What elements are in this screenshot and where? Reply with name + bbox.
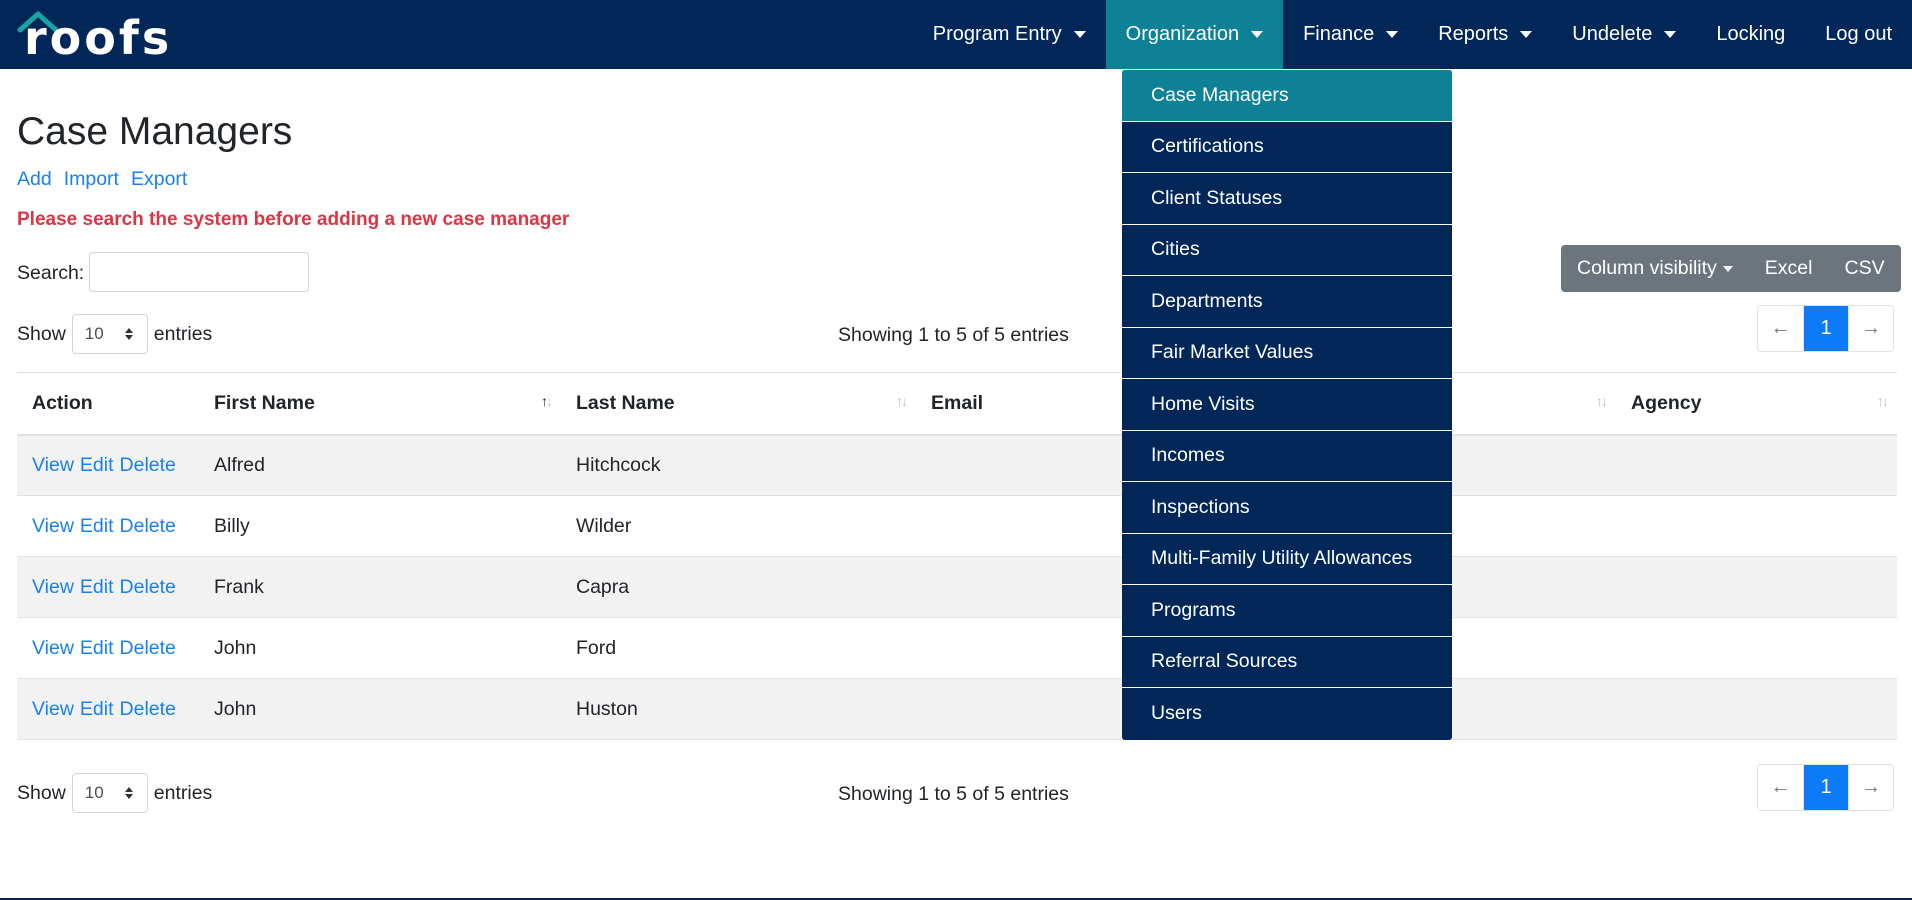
nav-organization[interactable]: Organization (1106, 0, 1283, 69)
length-control-top: Show 10 entries (17, 314, 212, 354)
select-arrows-icon (125, 328, 133, 340)
search-label: Search: (17, 262, 85, 284)
nav-undelete[interactable]: Undelete (1552, 0, 1696, 69)
sort-asc-icon: ↑↓ (541, 393, 551, 409)
nav-program-entry[interactable]: Program Entry (913, 0, 1106, 69)
menu-item-certifications[interactable]: Certifications (1122, 122, 1452, 174)
last-name-cell: Ford (561, 618, 916, 679)
view-link[interactable]: View (32, 453, 74, 476)
caret-down-icon (1723, 266, 1733, 272)
nav-log-out[interactable]: Log out (1825, 23, 1892, 45)
caret-down-icon (1664, 31, 1676, 38)
column-visibility-button[interactable]: Column visibility (1561, 245, 1749, 292)
edit-link[interactable]: Edit (79, 453, 114, 476)
header-last-name[interactable]: Last Name ↑↓ (561, 373, 916, 435)
menu-item-incomes[interactable]: Incomes (1122, 431, 1452, 483)
entries-select[interactable]: 10 (72, 314, 148, 354)
sort-icon: ↑↓ (1596, 393, 1606, 409)
navbar (0, 0, 1912, 69)
menu-item-cities[interactable]: Cities (1122, 225, 1452, 277)
last-name-cell: Hitchcock (561, 435, 916, 496)
table-row (17, 679, 1897, 740)
menu-item-departments[interactable]: Departments (1122, 276, 1452, 328)
edit-link[interactable]: Edit (79, 636, 114, 659)
nav-locking[interactable]: Locking (1716, 23, 1786, 45)
prev-page-button[interactable]: ← (1758, 765, 1803, 810)
caret-down-icon (1386, 31, 1398, 38)
case-managers-table (17, 372, 1897, 740)
delete-link[interactable]: Delete (119, 697, 176, 720)
view-link[interactable]: View (32, 575, 74, 598)
caret-down-icon (1074, 31, 1086, 38)
first-name-cell: Alfred (199, 435, 561, 496)
search-input[interactable] (89, 252, 309, 292)
table-info-top: Showing 1 to 5 of 5 entries (838, 324, 1069, 346)
edit-link[interactable]: Edit (79, 575, 114, 598)
first-name-cell: John (199, 679, 561, 740)
table-row (17, 496, 1897, 557)
caret-down-icon (1520, 31, 1532, 38)
select-arrows-icon (125, 787, 133, 799)
next-page-button[interactable]: → (1848, 765, 1893, 810)
page-actions (17, 168, 187, 191)
add-link[interactable]: Add (17, 168, 52, 190)
table-row (17, 435, 1897, 496)
agency-cell (1616, 618, 1897, 679)
next-page-button[interactable]: → (1848, 306, 1893, 351)
menu-item-programs[interactable]: Programs (1122, 585, 1452, 637)
page-1-button[interactable]: 1 (1803, 306, 1848, 351)
page-title: Case Managers (17, 110, 293, 153)
table-info-bottom: Showing 1 to 5 of 5 entries (838, 783, 1069, 805)
excel-button[interactable]: Excel (1764, 257, 1813, 279)
nav-finance[interactable]: Finance (1283, 0, 1418, 69)
menu-item-inspections[interactable]: Inspections (1122, 482, 1452, 534)
delete-link[interactable]: Delete (119, 636, 176, 659)
table-row (17, 557, 1897, 618)
table-row (17, 618, 1897, 679)
agency-cell (1616, 496, 1897, 557)
delete-link[interactable]: Delete (119, 514, 176, 537)
prev-page-button[interactable]: ← (1758, 306, 1803, 351)
pagination-bottom (1757, 764, 1894, 811)
sort-icon: ↑↓ (896, 393, 906, 409)
header-first-name[interactable]: First Name ↑↓ (199, 373, 561, 435)
caret-down-icon (1251, 31, 1263, 38)
delete-link[interactable]: Delete (119, 453, 176, 476)
first-name-cell: Frank (199, 557, 561, 618)
edit-link[interactable]: Edit (79, 514, 114, 537)
view-link[interactable]: View (32, 636, 74, 659)
agency-cell (1616, 679, 1897, 740)
menu-item-multi-family-utility-allowances[interactable]: Multi-Family Utility Allowances (1122, 534, 1452, 586)
nav-reports[interactable]: Reports (1418, 0, 1552, 69)
export-link[interactable]: Export (130, 168, 188, 190)
header-action: Action (17, 373, 199, 435)
export-button-group (1561, 245, 1901, 292)
pagination-top (1757, 305, 1894, 352)
search-warning: Please search the system before adding a new case manager (17, 209, 570, 230)
view-link[interactable]: View (32, 697, 74, 720)
menu-item-home-visits[interactable]: Home Visits (1122, 379, 1452, 431)
length-control-bottom: Show 10 entries (17, 773, 212, 813)
first-name-cell: John (199, 618, 561, 679)
menu-item-referral-sources[interactable]: Referral Sources (1122, 637, 1452, 689)
menu-item-client-statuses[interactable]: Client Statuses (1122, 173, 1452, 225)
sort-icon: ↑↓ (1877, 393, 1887, 409)
last-name-cell: Huston (561, 679, 916, 740)
page-1-button[interactable]: 1 (1803, 765, 1848, 810)
organization-dropdown-menu (1122, 70, 1452, 740)
import-link[interactable]: Import (63, 168, 119, 190)
roofs-logo[interactable] (16, 8, 176, 64)
first-name-cell: Billy (199, 496, 561, 557)
menu-item-case-managers[interactable]: Case Managers (1122, 70, 1452, 122)
last-name-cell: Wilder (561, 496, 916, 557)
delete-link[interactable]: Delete (119, 575, 176, 598)
menu-item-users[interactable]: Users (1151, 702, 1202, 725)
agency-cell (1616, 557, 1897, 618)
csv-button[interactable]: CSV (1844, 257, 1885, 279)
last-name-cell: Capra (561, 557, 916, 618)
agency-cell (1616, 435, 1897, 496)
menu-item-fair-market-values[interactable]: Fair Market Values (1122, 328, 1452, 380)
edit-link[interactable]: Edit (79, 697, 114, 720)
view-link[interactable]: View (32, 514, 74, 537)
header-agency[interactable]: Agency ↑↓ (1616, 373, 1897, 435)
brand-name: roofs (24, 11, 173, 65)
header-email[interactable]: Email ↑↓ (916, 373, 1616, 435)
entries-select[interactable]: 10 (72, 773, 148, 813)
